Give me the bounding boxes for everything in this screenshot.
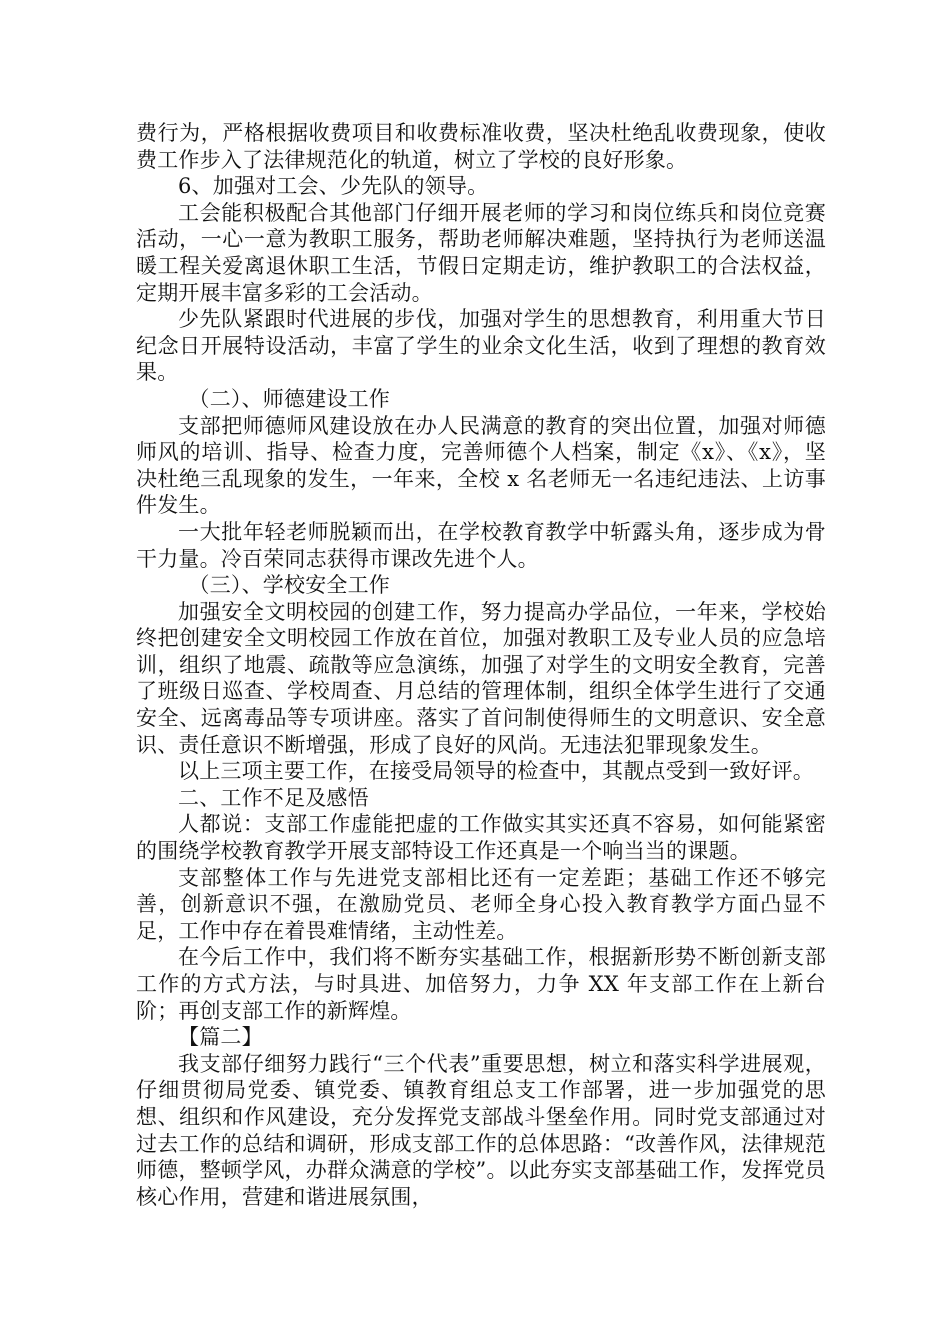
paragraph-future: 在今后工作中，我们将不断夯实基础工作，根据新形势不断创新支部工作的方式方法，与时具进、加倍努力，力争 XX 年支部工作在上新台阶；再创支部工作的新辉煌。: [136, 945, 826, 1023]
paragraph-ethics: 支部把师德师风建设放在办人民满意的教育的突出位置，加强对师德师风的培训、指导、检查力度，完善师德个人档案，制定《x》、《x》，坚决杜绝三乱现象的发生，一年来，全校 x 名老师无一名违纪违法、上访事件发生。: [136, 413, 826, 518]
paragraph-union: 工会能积极配合其他部门仔细开展老师的学习和岗位练兵和岗位竞赛活动，一心一意为教职工服务，帮助老师解决难题，坚持执行为老师送温暖工程关爱离退休职工生活，节假日定期走访，维护教职工的合法权益，定期开展丰富多彩的工会活动。: [136, 200, 826, 305]
paragraph-union-heading: 6、加强对工会、少先队的领导。: [178, 174, 489, 199]
paragraph-fee-conclusion: 费行为，严格根据收费项目和收费标准收费，坚决杜绝乱收费现象，使收费工作步入了法律规范化的轨道，树立了学校的良好形象。: [136, 121, 826, 172]
paragraph-summary: 以上三项主要工作，在接受局领导的检查中，其靓点受到一致好评。: [178, 759, 814, 784]
section-heading-part-two: 【篇二】: [178, 1025, 263, 1050]
document-body: [136, 120, 826, 1210]
section-heading-safety: （三）、学校安全工作: [188, 573, 390, 598]
paragraph-reflection: 人都说：支部工作虚能把虚的工作做实其实还真不容易，如何能紧密的围绕学校教育教学开展支部特设工作还真是一个响当当的课题。: [136, 812, 826, 864]
paragraph-young-teachers: 一大批年轻老师脱颖而出，在学校教育教学中斩露头角，逐步成为骨干力量。冷百荣同志获得市课改先进个人。: [136, 519, 826, 571]
paragraph-gaps: 支部整体工作与先进党支部相比还有一定差距；基础工作还不够完善，创新意识不强，在激励党员、老师全身心投入教育教学方面凸显不足，工作中存在着畏难情绪，主动性差。: [136, 865, 826, 943]
paragraph-young-pioneers: 少先队紧跟时代进展的步伐，加强对学生的思想教育，利用重大节日纪念日开展特设活动，丰富了学生的业余文化生活，收到了理想的教育效果。: [136, 307, 826, 385]
paragraph-part-two-intro: 我支部仔细努力践行“三个代表”重要思想，树立和落实科学进展观，仔细贯彻局党委、镇党委、镇教育组总支工作部署，进一步加强党的思想、组织和作风建设，充分发挥党支部战斗堡垒作用。同时党支部通过对过去工作的总结和调研，形成支部工作的总体思路：“改善作风，法律规范师德，整顿学风，办群众满意的学校”。以此夯实支部基础工作，发挥党员核心作用，营建和谐进展氛围，: [136, 1051, 826, 1209]
paragraph-safety: 加强安全文明校园的创建工作，努力提高办学品位，一年来，学校始终把创建安全文明校园工作放在首位，加强对教职工及专业人员的应急培训，组织了地震、疏散等应急演练，加强了对学生的文明安全教育，完善了班级日巡查、学校周查、月总结的管理体制，组织全体学生进行了交通安全、远离毒品等专项讲座。落实了首问制使得师生的文明意识、安全意识、责任意识不断增强，形成了良好的风尚。无违法犯罪现象发生。: [136, 599, 826, 757]
section-heading-shortcomings: 二、工作不足及感悟: [178, 785, 369, 810]
section-heading-ethics: （二）、师德建设工作: [188, 386, 390, 411]
